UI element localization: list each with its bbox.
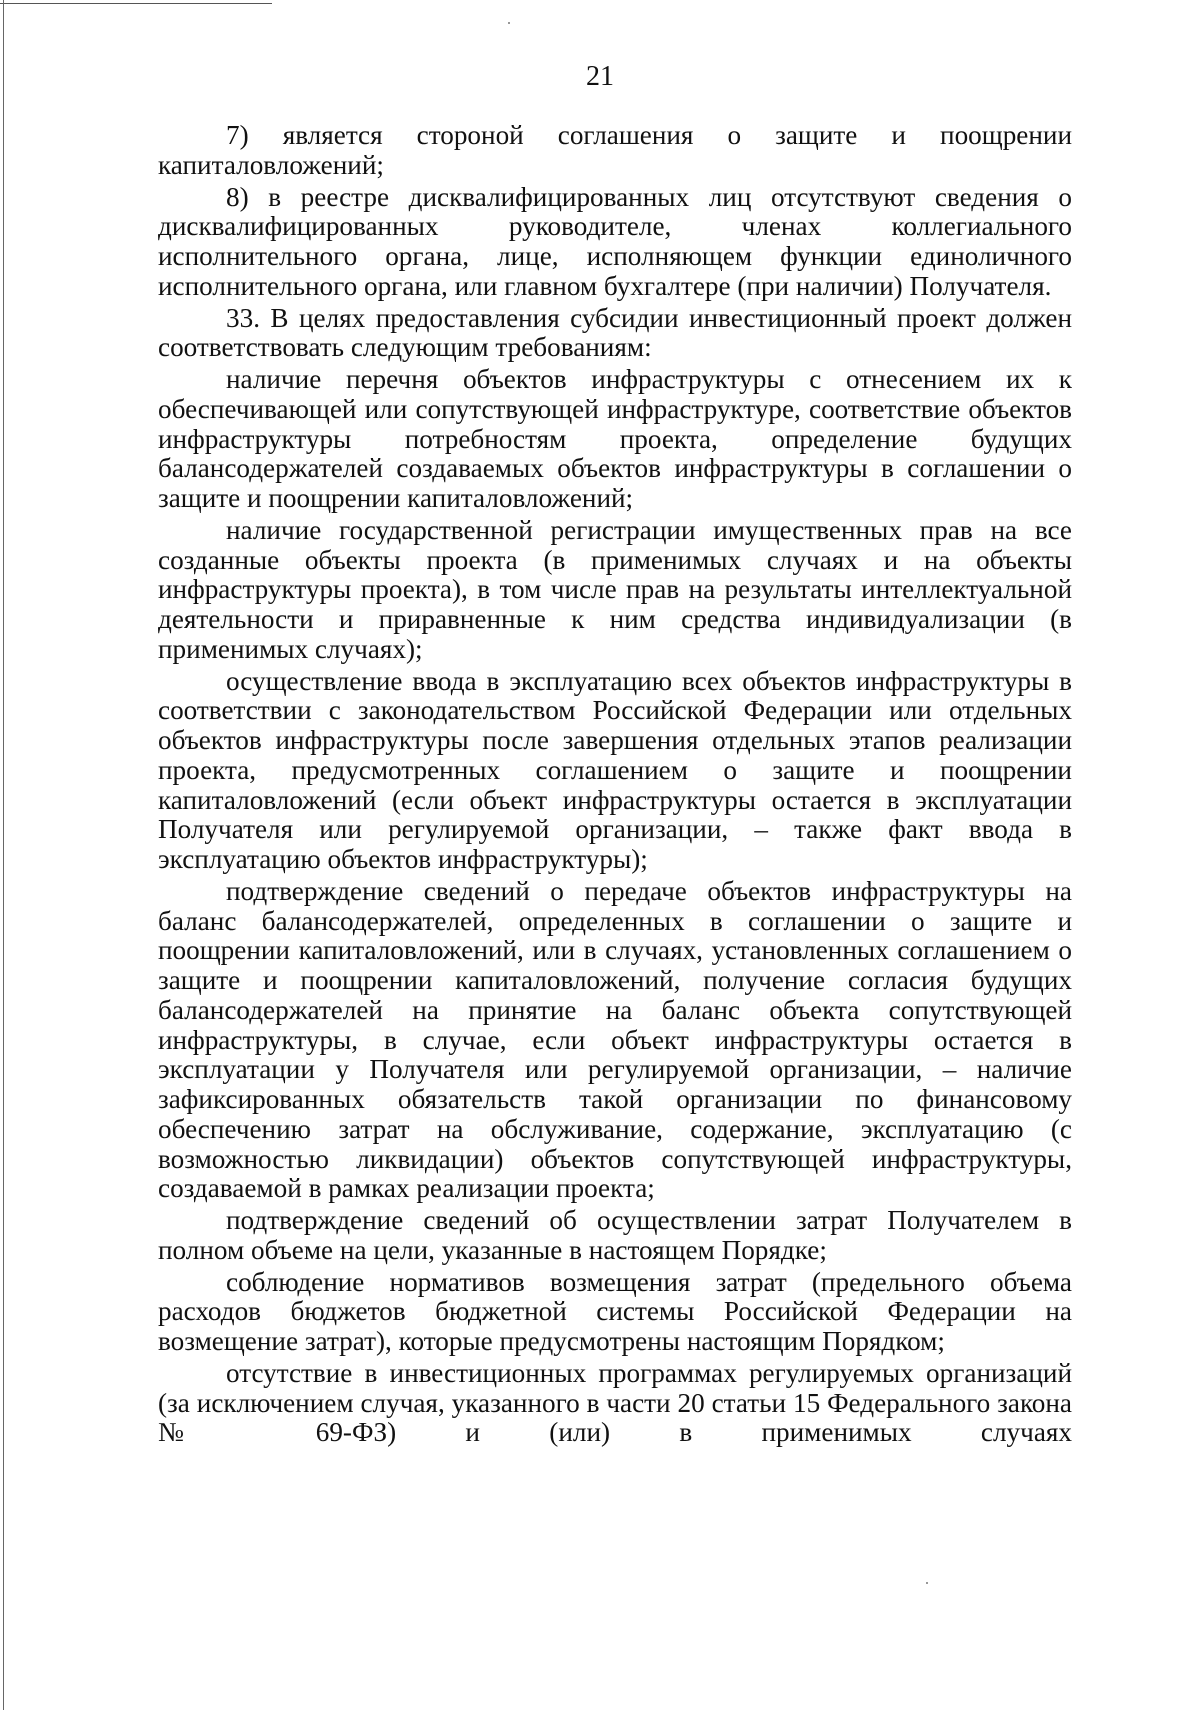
paragraph-requirement-state-registration: наличие государственной регистрации имущественных прав на все созданные объекты проекта (в применимых случаях и на объекты инфраструктуры проекта), в том числе прав на результаты интеллектуальной деятельности и приравненные к ним средства индивидуализации (в применимых случаях); — [158, 514, 1072, 664]
paragraph-requirement-balance-transfer: подтверждение сведений о передаче объектов инфраструктуры на баланс балансодержателей, определенных в соглашении о защите и поощрении капиталовложений, или в случаях, установленных соглашением о защите и поощрении капиталовложений, получение согласия будущих балансодержателей на принятие на баланс объекта сопутствующей инфраструктуры, в случае, если объект инфраструктуры остается в эксплуатации у Получателя или регулируемой организации, – наличие зафиксированных обязательств такой организации по финансовому обеспечению затрат на обслуживание, содержание, эксплуатацию (с возможностью ликвидации) объектов сопутствующей инфраструктуры, создаваемой в рамках реализации проекта; — [158, 875, 1072, 1204]
scan-edge-left — [3, 0, 4, 1710]
paragraph-section-33: 33. В целях предоставления субсидии инвестиционный проект должен соответствовать следующим требованиям: — [158, 302, 1072, 363]
paragraph-item-7: 7) является стороной соглашения о защите и поощрении капиталовложений; — [158, 120, 1072, 180]
paragraph-requirement-reimbursement-norms: соблюдение нормативов возмещения затрат (предельного объема расходов бюджетов бюджетной системы Российской Федерации на возмещение затрат), которые предусмотрены настоящим Порядком; — [158, 1266, 1072, 1356]
paragraph-item-8: 8) в реестре дисквалифицированных лиц отсутствуют сведения о дисквалифицированных руководителе, членах коллегиального исполнительного органа, лице, исполняющем функции единоличного исполнительного органа, или главном бухгалтере (при наличии) Получателя. — [158, 181, 1072, 301]
paragraph-requirement-commissioning: осуществление ввода в эксплуатацию всех объектов инфраструктуры в соответствии с законодательством Российской Федерации или отдельных объектов инфраструктуры после завершения отдельных этапов реализации проекта, предусмотренных соглашением о защите и поощрении капиталовложений (если объект инфраструктуры остается в эксплуатации Получателя или регулируемой организации, – также факт ввода в эксплуатацию объектов инфраструктуры); — [158, 665, 1072, 874]
page-number: 21 — [586, 61, 614, 92]
paragraph-requirement-absence-in-programs: отсутствие в инвестиционных программах регулируемых организаций (за исключением случая, указанного в части 20 статьи 15 Федерального закона № 69-ФЗ) и (или) в применимых случаях — [158, 1357, 1072, 1448]
document-body — [158, 121, 1072, 1450]
paragraph-requirement-expenses-confirmation: подтверждение сведений об осуществлении затрат Получателем в полном объеме на цели, указанные в настоящем Порядке; — [158, 1205, 1072, 1265]
scan-edge-top — [0, 3, 272, 4]
scan-speck — [926, 1582, 928, 1584]
scan-speck — [508, 22, 510, 24]
paragraph-requirement-infrastructure-list: наличие перечня объектов инфраструктуры с отнесением их к обеспечивающей или сопутствующей инфраструктуре, соответствие объектов инфраструктуры потребностям проекта, определение будущих балансодержателей создаваемых объектов инфраструктуры в соглашении о защите и поощрении капиталовложений; — [158, 364, 1072, 513]
